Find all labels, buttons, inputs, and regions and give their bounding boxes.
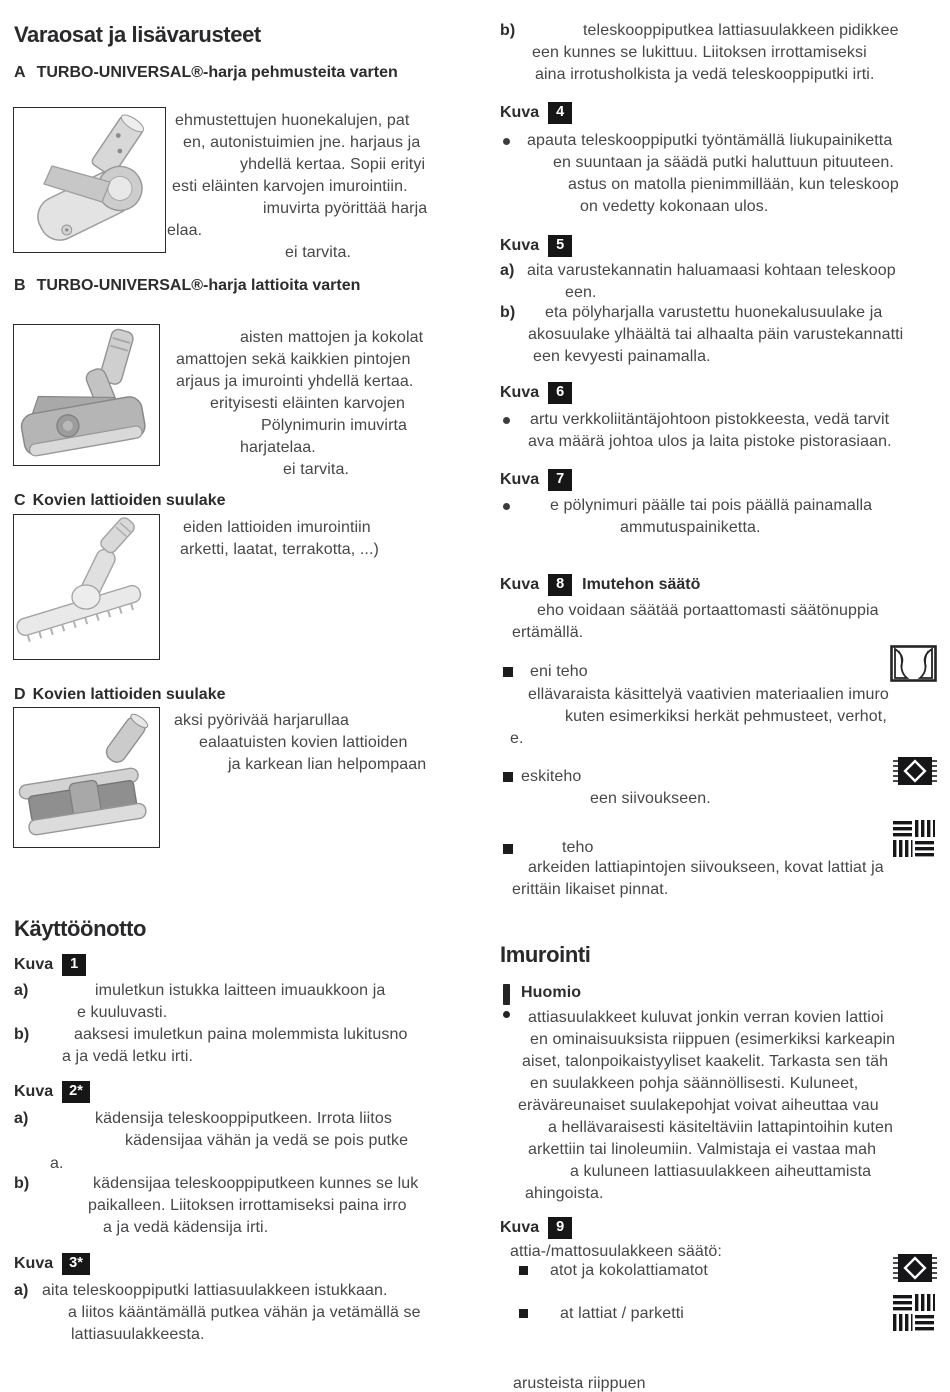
text-line: elaa. [167,222,203,239]
section-c-title: Kovien lattioiden suulake [32,492,226,509]
text-line: en suuntaan ja säädä putki haluttuun pituuteen. [553,154,894,171]
section-a-title: TURBO-UNIVERSAL®-harja pehmusteita varten [36,64,398,81]
text-line: en ominaisuuksista riippuen (esimerkiksi karkeapin [530,1031,896,1048]
power-high-label: teho [562,839,594,856]
text-line: arkeiden lattiapintojen siivoukseen, kovat lattiat ja [528,859,884,876]
text-line: a. [50,1155,64,1172]
text-line: esti eläinten karvojen imurointiin. [172,178,408,195]
notice-label: Huomio [521,984,582,1001]
text-line: erityisesti eläinten karvojen [210,395,405,412]
text-line: aita varustekannatin haluamaasi kohtaan teleskoop [527,262,896,279]
list-marker: a) [500,262,515,279]
figure-number-plate: 3* [62,1253,90,1275]
figure-number-plate: 8 [548,574,572,596]
kuva-label: Kuva [500,576,540,593]
turbo-upholstery-brush-illustration [14,108,164,251]
text-line: ahingoista. [525,1185,604,1202]
text-line: paikalleen. Liitoksen irrottamiseksi paina irro [88,1197,407,1214]
text-line: arjaus ja imurointi yhdellä kertaa. [176,373,414,390]
parquet-icon [893,820,935,863]
figure-number-plate: 4 [548,102,572,124]
text-line: arkettiin tai linoleumiin. Valmistaja ei vastaa mah [528,1141,877,1158]
floor-type-carpet: atot ja kokolattiamatot [550,1262,708,1279]
footnote: arusteista riippuen [513,1375,646,1392]
section-d-title: Kovien lattioiden suulake [32,686,226,703]
text-line: ja karkean lian helpompaan [228,756,427,773]
product-photo-hard-floor-brush-nozzle [13,707,160,848]
text-line: eiden lattioiden imurointiin [183,519,371,536]
text-line: aiset, talonpoikaistyyliset kaakelit. Tarkasta sen täh [522,1053,889,1070]
figure-7-row [500,469,572,491]
text-line: teleskooppiputkea lattiasuulakkeen pidikkee [583,22,899,39]
square-bullet [503,667,513,677]
text-line: imuletkun istukka laitteen imuaukkoon ja [95,982,386,999]
text-line: een kunnes se lukittuu. Liitoksen irrottamiseksi [532,44,867,61]
list-marker: b) [14,1026,30,1043]
figure-3-row [14,1253,90,1275]
figure-number-plate: 9 [548,1217,572,1239]
text-line: harjatelaa. [240,439,316,456]
figure-4-row [500,102,572,124]
kuva-label: Kuva [500,237,540,254]
text-line: ealaatuisten kovien lattioiden [199,734,408,751]
text-line: ei tarvita. [285,244,352,261]
section-a-heading [14,64,398,82]
section-a-letter: A [14,64,26,81]
curtains-icon [890,645,937,687]
figure-5-row [500,235,572,257]
text-line: eta pölyharjalla varustettu huonekalusuulake ja [545,304,883,321]
figure-number-plate: 2* [62,1081,90,1103]
text-line: een siivoukseen. [590,790,711,807]
hard-floor-nozzle-illustration [14,515,158,658]
figure-number-plate: 7 [548,469,572,491]
text-line: kädensijaa teleskooppiputkeen kunnes se luk [93,1175,419,1192]
text-line: a ja vedä letku irti. [62,1048,194,1065]
text-line: e kuuluvasti. [77,1004,168,1021]
section-c-letter: C [14,492,26,509]
bullet-dot [503,138,510,145]
text-line: ei tarvita. [283,461,350,478]
text-line: ehmustettujen huonekalujen, pat [175,112,410,129]
kuva-label: Kuva [14,1255,54,1272]
figure-number-plate: 5 [548,235,572,257]
text-line: ammutuspainiketta. [620,519,761,536]
list-marker: a) [14,1282,29,1299]
figure-6-row [500,382,572,404]
text-line: en, autonistuimien jne. harjaus ja [183,134,421,151]
floor-type-hard: at lattiat / parketti [560,1305,684,1322]
text-line: on vedetty kokonaan ulos. [580,198,769,215]
text-line: erittäin likaiset pinnat. [512,881,669,898]
product-photo-turbo-upholstery-brush [13,107,166,253]
text-line: akosuulake ylhäältä tai alhaalta päin varustekannatti [528,326,904,343]
turbo-floor-brush-illustration [14,325,158,464]
text-line: ava määrä johtoa ulos ja laita pistoke pistorasiaan. [528,433,892,450]
figure-number-plate: 1 [62,954,86,976]
list-marker: b) [500,22,516,39]
text-line: ertämällä. [512,624,584,641]
power-mid-label: eskiteho [521,768,582,785]
page-title: Varaosat ja lisävarusteet [14,22,261,47]
section-d-heading [14,686,226,704]
text-line: aita teleskooppiputki lattiasuulakkeen istukkaan. [42,1282,388,1299]
text-line: attiasuulakkeet kuluvat jonkin verran kovien lattioi [528,1009,884,1026]
section-b-letter: B [14,277,26,294]
text-line: een kevyesti painamalla. [533,348,711,365]
text-line: artu verkkoliitäntäjohtoon pistokkeesta, vedä tarvit [530,411,890,428]
figure-9-row [500,1217,572,1239]
figure-8-row [500,574,700,596]
bullet-dot [503,417,510,424]
square-bullet [519,1266,528,1275]
text-line: a kuluneen lattiasuulakkeen aiheuttamista [570,1163,872,1180]
text-line: e pölynimuri päälle tai pois päällä painamalla [550,497,873,514]
kuva-label: Kuva [14,1083,54,1100]
figure-8-title: Imutehon säätö [582,576,701,593]
section-d-letter: D [14,686,26,703]
text-line: lattiasuulakkeesta. [71,1326,205,1343]
text-line: aaksesi imuletkun paina molemmista lukitusno [74,1026,408,1043]
text-line: aina irrotusholkista ja vedä teleskooppiputki irti. [535,66,875,83]
text-line: kädensijaa vähän ja vedä se pois putke [125,1132,409,1149]
text-line: a liitos kääntämällä putkea vähän ja vetämällä se [68,1304,421,1321]
figure-2-row [14,1081,90,1103]
list-marker: a) [14,982,29,999]
text-line: eho voidaan säätää portaattomasti säätönuppia [537,602,879,619]
exclamation-icon [503,984,510,1005]
text-line: een. [565,284,597,301]
section-c-heading [14,492,226,510]
text-line: astus on matolla pienimmillään, kun teleskoop [568,176,899,193]
text-line: kädensija teleskooppiputkeen. Irrota liitos [95,1110,392,1127]
text-line: ellävaraista käsittelyä vaativien materiaalien imuro [528,686,889,703]
kuva-label: Kuva [500,104,540,121]
text-line: a ja vedä kädensija irti. [103,1219,269,1236]
exclamation-dot [503,1011,510,1018]
carpet-icon [892,756,938,793]
text-line: kuten esimerkiksi herkät pehmusteet, verhot, [565,708,887,725]
list-marker: b) [500,304,516,321]
square-bullet [519,1309,528,1318]
text-line: arketti, laatat, terrakotta, ...) [180,541,379,558]
kuva-label: Kuva [14,956,54,973]
figure-1-row [14,954,86,976]
product-photo-hard-floor-nozzle [13,514,160,660]
text-line: aksi pyörivää harjarullaa [174,712,350,729]
section-b-heading [14,277,360,295]
square-bullet [503,844,513,854]
figure-number-plate: 6 [548,382,572,404]
text-line: imuvirta pyörittää harja [263,200,428,217]
parquet-icon [893,1294,935,1337]
text-line: apauta teleskooppiputki työntämällä liukupainiketta [527,132,893,149]
kuva-label: Kuva [500,1219,540,1236]
text-line: amattojen sekä kaikkien pintojen [176,351,411,368]
bullet-dot [503,503,510,510]
text-line: aisten mattojen ja kokolat [240,329,424,346]
section-b-title: TURBO-UNIVERSAL®-harja lattioita varten [36,277,361,294]
text-line: Pölynimurin imuvirta [261,417,408,434]
carpet-icon [892,1253,938,1290]
kuva-label: Kuva [500,384,540,401]
kuva-label: Kuva [500,471,540,488]
list-marker: b) [14,1175,30,1192]
power-low-label: eni teho [530,663,588,680]
text-line: e. [510,730,524,747]
setup-section-title: Käyttöönotto [14,916,147,941]
text-line: yhdellä kertaa. Sopii erityi [240,156,426,173]
hard-floor-brush-nozzle-illustration [14,708,158,846]
text-line: en suulakkeen pohja säännöllisesti. Kuluneet, [530,1075,859,1092]
vacuuming-section-title: Imurointi [500,942,591,967]
text-line: a hellävaraisesti käsiteltäviin lattapintoihin kuten [548,1119,893,1136]
text-line: eräväreunaiset suulakepohjat voivat aiheuttaa vau [518,1097,879,1114]
product-photo-turbo-floor-brush [13,324,160,466]
square-bullet [503,772,513,782]
list-marker: a) [14,1110,29,1127]
text-line: attia-/mattosuulakkeen säätö: [510,1243,722,1260]
